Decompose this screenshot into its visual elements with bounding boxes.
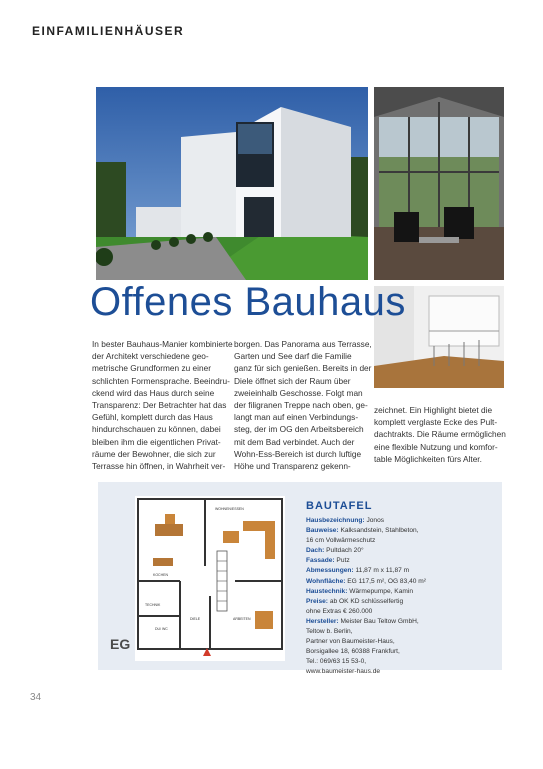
article-line: schlichten Formensprache. Beeindru- [92, 375, 230, 386]
floorplan [135, 496, 285, 661]
article-line: Garten und See darf die Familie [234, 351, 352, 362]
bautafel-key: Haustechnik: [306, 587, 348, 595]
article-line: borgen. Das Panorama aus Terrasse, [234, 339, 372, 349]
bautafel-row [306, 546, 496, 556]
bautafel-value: Putz [334, 557, 350, 565]
article-headline: Offenes Bauhaus [90, 280, 406, 324]
bautafel-key: Wohnfläche: [306, 577, 346, 585]
article-line: ckend wird das Haus durch seine [92, 387, 215, 398]
bautafel-row [306, 617, 496, 627]
bautafel-row [306, 556, 496, 566]
bautafel-row [306, 607, 496, 617]
article-line: metrische Grundformen zu einer [92, 363, 211, 374]
section-label: EINFAMILIENHÄUSER [32, 24, 185, 38]
bautafel-value: Pultdach 20° [324, 547, 364, 555]
room-label-kochen: KOCHEN [153, 573, 168, 577]
article-line: Höhe und Transparenz gekenn- [234, 461, 351, 472]
bautafel-value: Meister Bau Teltow GmbH, [338, 617, 419, 625]
bautafel-row [306, 657, 496, 667]
room-label-technik: TECHNIK [145, 603, 161, 607]
bautafel-key: Dach: [306, 547, 325, 555]
bautafel-value: Tel.: 069/63 15 53-0, [306, 658, 367, 666]
article-line: dachtrakts. Die Räume ermöglichen [374, 429, 506, 440]
bautafel-key: Abmessungen: [306, 567, 354, 575]
room-label-wohnen: WOHNEN/ESSEN [215, 507, 244, 511]
bautafel-value: Teltow b. Berlin, [306, 628, 353, 636]
bautafel-value: ab OK KD schlüsselfertig [328, 597, 404, 605]
article-line: bleiben ihm die eigentlichen Privat- [92, 436, 221, 447]
bautafel-row [306, 667, 496, 677]
bautafel-key: Hausbezeichnung: [306, 517, 365, 524]
article-line: Terrasse hin öffnen, in Wahrheit ver- [92, 461, 226, 472]
bautafel-key: Preise: [306, 597, 328, 605]
article-line: räume der Bewohner, die sich zur [92, 448, 216, 459]
bautafel-row [306, 577, 496, 587]
bautafel-value: Kalksandstein, Stahlbeton, [338, 527, 419, 535]
article-line: der Architekt verschiedene geo- [92, 351, 209, 362]
floor-level-label: EG [110, 636, 131, 652]
article-line: komplett verglaste Ecke des Pult- [374, 417, 498, 428]
bautafel-value: Borsigallee 18, 60388 Frankfurt, [306, 648, 400, 656]
bautafel-value: EG 117,5 m², OG 83,40 m² [345, 577, 426, 585]
article-line: eine flexible Nutzung und komfor- [374, 441, 498, 452]
bautafel-row [306, 516, 496, 526]
room-label-arbeiten: ARBEITEN [233, 617, 251, 621]
bautafel-key: Fassade: [306, 557, 335, 565]
article-line: table Möglichkeiten fürs Alter. [374, 453, 482, 464]
article-line: steg, der im OG den Arbeitsbereich [234, 424, 364, 435]
article-line: Wohn-Ess-Bereich ist durch luftige [234, 448, 362, 459]
bautafel-value: ohne Extras € 260.000 [306, 607, 373, 615]
article-line: zeichnet. Ein Highlight bietet die [374, 405, 493, 415]
living-room-photo [374, 87, 504, 280]
bautafel-value: Jonos [364, 517, 385, 524]
bautafel-row [306, 637, 496, 647]
article-line: der filigranen Treppe nach oben, ge- [234, 400, 368, 411]
bautafel-row [306, 597, 496, 607]
bautafel-title: BAUTAFEL [306, 500, 373, 512]
room-label-wc: DU/ WC [155, 627, 168, 631]
bautafel-row [306, 526, 496, 536]
bautafel-row [306, 647, 496, 657]
bautafel-list [306, 516, 496, 678]
article-column-1 [92, 338, 233, 472]
article-line: ganz für sich genießen. Bereits in der [234, 363, 372, 374]
bautafel-key: Bauweise: [306, 527, 339, 535]
bautafel-value: www.baumeister-haus.de [306, 668, 381, 676]
article-line: langt man auf einen Verbindungs- [234, 412, 359, 423]
article-line: Gefühl, komplett durch das Haus [92, 412, 213, 423]
bautafel-value: 16 cm Vollwärmeschutz [306, 537, 376, 545]
article-line: In bester Bauhaus-Manier kombinierte [92, 339, 233, 349]
bautafel-row [306, 587, 496, 597]
page-number: 34 [30, 692, 42, 703]
article-column-2 [234, 338, 372, 472]
article-column-3 [374, 404, 504, 465]
article-line: Diele öffnet sich der Raum über [234, 375, 351, 386]
article-line: hindurchschauen zu können, dabei [92, 424, 221, 435]
room-label-diele: DIELE [190, 617, 201, 621]
article-line: mit dem Bad verbindet. Auch der [234, 436, 355, 447]
article-line: zweieinhalb Geschosse. Folgt man [234, 387, 363, 398]
bautafel-row [306, 566, 496, 576]
house-exterior-photo [96, 87, 368, 280]
article-line: Transparenz: Der Betrachter hat das [92, 400, 227, 411]
bautafel-row [306, 536, 496, 546]
bautafel-value: Wärmepumpe, Kamin [347, 587, 413, 595]
bautafel-key: Hersteller: [306, 617, 339, 625]
bautafel-value: Partner von Baumeister-Haus, [306, 638, 395, 646]
bautafel-value: 11,87 m x 11,87 m [353, 567, 410, 575]
bautafel-row [306, 627, 496, 637]
